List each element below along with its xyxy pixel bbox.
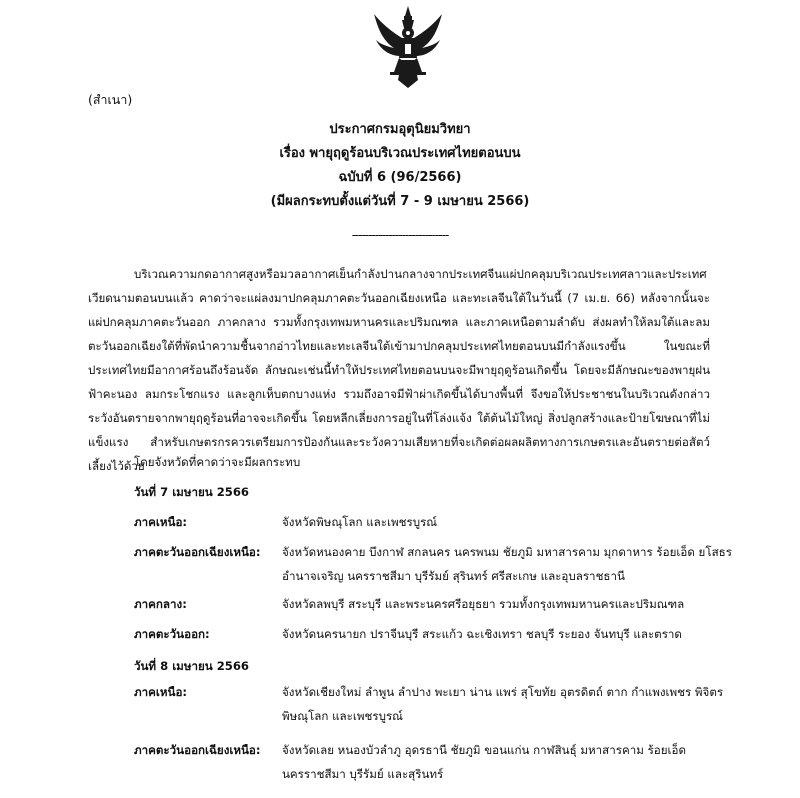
copy-note: (สำเนา): [88, 92, 133, 107]
title-line-issue: ฉบับที่ 6 (96/2566): [338, 170, 462, 185]
title-line-effective: (มีผลกระทบตั้งแต่วันที่ 7 - 9 เมษายน 2566): [270, 194, 530, 209]
region-provinces: จังหวัดพิษณุโลก และเพชรบูรณ์: [282, 515, 438, 529]
title-line-subject: เรื่อง พายุฤดูร้อนบริเวณประเทศไทยตอนบน: [279, 146, 521, 161]
garuda-emblem-icon: [372, 6, 444, 92]
region-label: ภาคกลาง:: [134, 597, 187, 611]
region-provinces: จังหวัดลพบุรี สระบุรี และพระนครศรีอยุธยา รวมทั้งกรุงเทพมหานครและปริมณฑล: [282, 597, 685, 611]
affected-areas-intro: โดยจังหวัดที่คาดว่าจะมีผลกระทบ: [134, 455, 301, 469]
region-provinces: จังหวัดเชียงใหม่ ลำพูน ลำปาง พะเยา น่าน แพร่ สุโขทัย อุตรดิตถ์ ตาก กำแพงเพชร พิจิตร พิษณุโลก และเพชรบูรณ์: [282, 685, 724, 723]
region-label: ภาคตะวันออกเฉียงเหนือ:: [134, 545, 261, 559]
title-divider: -----------------------------: [351, 228, 449, 242]
body-paragraph: บริเวณความกดอากาศสูงหรือมวลอากาศเย็นกำลังปานกลางจากประเทศจีนแผ่ปกคลุมบริเวณประเทศลาวและประเทศเวียดนามตอนบนแล้ว คาดว่าจะแผ่ลงมาปกคลุมภาคตะวันออกเฉียงเหนือ และทะเลจีนใต้ในวันนี้ (7 เม.ย. 66) หลังจากนั้นจะแผ่ปกคลุมภาคตะวันออก ภาคกลาง รวมทั้งกรุงเทพมหานครและปริมณฑล และภาคเหนือตามลำดับ ส่งผลทำให้ลมใต้และลมตะวันออกเฉียงใต้ที่พัดนำความชื้นจากอ่าวไทยและทะเลจีนใต้เข้ามาปกคลุมประเทศไทยตอนบนมีกำลังแรงขึ้น ในขณะที่ประเทศไทยมีอากาศร้อนถึงร้อนจัด ลักษณะเช่นนี้ทำให้ประเทศไทยตอนบนจะมีพายุฤดูร้อนเกิดขึ้น โดยจะมีลักษณะของพายุฝนฟ้าคะนอง ลมกระโชกแรง และลูกเห็บตกบางแห่ง รวมถึงอาจมีฟ้าผ่าเกิดขึ้นได้บางพื้นที่ จึงขอให้ประชาชนในบริเวณดังกล่าวระวังอันตรายจากพายุฤดูร้อนที่อาจจะเกิดขึ้น โดยหลีกเลี่ยงการอยู่ในที่โล่งแจ้ง ใต้ต้นไม้ใหญ่ สิ่งปลูกสร้างและป้ายโฆษณาที่ไม่แข็งแรง สำหรับเกษตรกรควรเตรียมการป้องกันและระวังความเสียหายที่จะเกิดต่อผลผลิตทางการเกษตรและอันตรายต่อสัตว์เลี้ยงไว้ด้วย: [88, 267, 710, 473]
region-provinces: จังหวัดนครนายก ปราจีนบุรี สระแก้ว ฉะเชิงเทรา ชลบุรี ระยอง จันทบุรี และตราด: [282, 627, 682, 641]
region-label: ภาคตะวันออกเฉียงเหนือ:: [134, 743, 261, 757]
day-heading: วันที่ 8 เมษายน 2566: [134, 659, 249, 673]
title-line-agency: ประกาศกรมอุตุนิยมวิทยา: [329, 122, 471, 137]
region-provinces: จังหวัดเลย หนองบัวลำภู อุดรธานี ชัยภูมิ ขอนแก่น กาฬสินธุ์ มหาสารคาม ร้อยเอ็ด นครราชสีมา บุรีรัมย์ และสุรินทร์: [282, 743, 687, 781]
region-label: ภาคเหนือ:: [134, 515, 188, 529]
region-label: ภาคเหนือ:: [134, 685, 188, 699]
region-label: ภาคตะวันออก:: [134, 627, 210, 641]
announcement-title: [0, 118, 800, 214]
day-heading: วันที่ 7 เมษายน 2566: [134, 485, 249, 499]
region-provinces: จังหวัดหนองคาย บึงกาฬ สกลนคร นครพนม ชัยภูมิ มหาสารคาม มุกดาหาร ร้อยเอ็ด ยโสธร อำนาจเจริญ นครราชสีมา บุรีรัมย์ สุรินทร์ ศรีสะเกษ และอุบลราชธานี: [282, 545, 732, 583]
